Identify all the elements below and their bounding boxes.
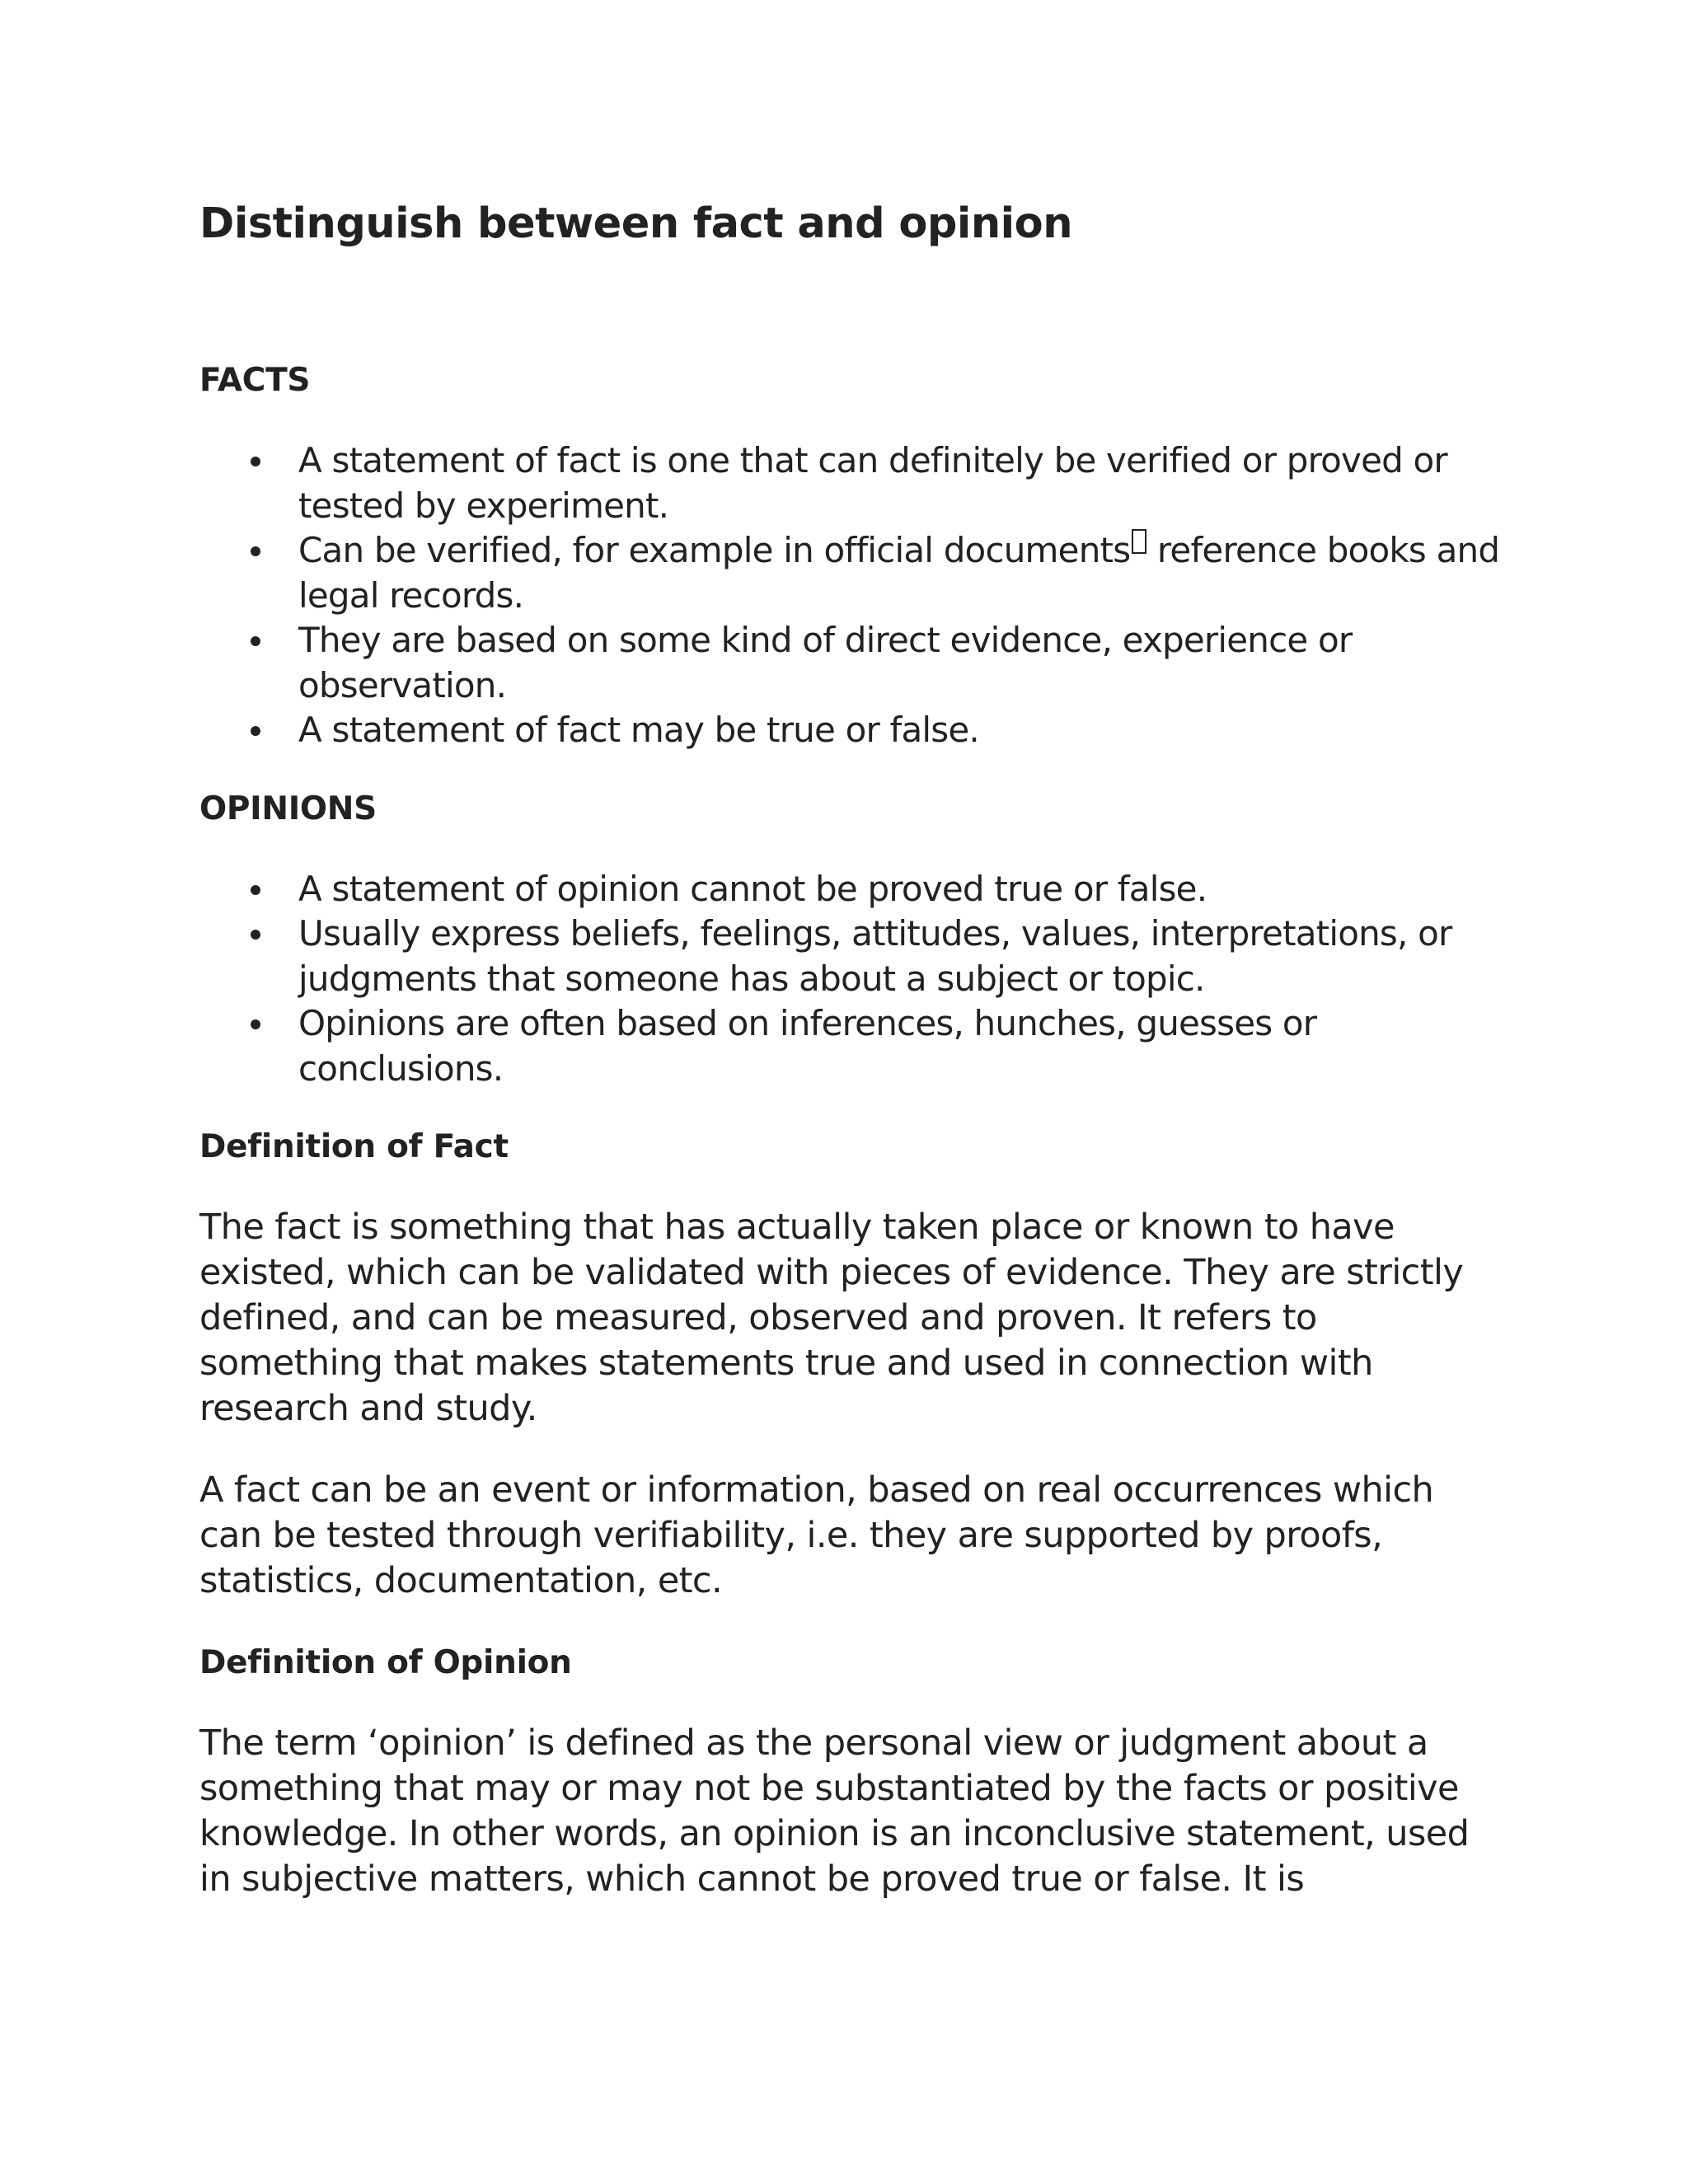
- list-item-text: A statement of opinion cannot be proved true or false.: [298, 868, 1207, 909]
- bullet-icon: [251, 546, 260, 556]
- paragraph: The term ‘opinion’ is defined as the personal view or judgment about a something that may or may not be substantiated by the facts or positive knowledge. In other words, an opinion is an inconclusive statement, used in subjective matters, which cannot be proved true or false. It is: [199, 1722, 1470, 1900]
- missing-glyph-icon: [1132, 529, 1146, 554]
- list-item: [199, 618, 1502, 708]
- list-item-text: They are based on some kind of direct evidence, experience or observation.: [298, 620, 1353, 705]
- list-item: [199, 912, 1502, 1001]
- bullet-icon: [251, 1019, 260, 1029]
- facts-list: [199, 438, 1502, 753]
- definition-fact-heading: Definition of Fact: [199, 1128, 509, 1165]
- document-page: [199, 190, 1502, 1902]
- paragraph: A fact can be an event or information, based on real occurrences which can be tested through verifiability, i.e. they are supported by proofs, statistics, documentation, etc.: [199, 1469, 1434, 1601]
- opinions-heading: OPINIONS: [199, 790, 377, 827]
- definition-opinion-heading: Definition of Opinion: [199, 1644, 572, 1681]
- list-item-text: Opinions are often based on inferences, hunches, guesses or conclusions.: [298, 1003, 1317, 1089]
- page-title: Distinguish between fact and opinion: [199, 199, 1073, 248]
- list-item-text: Usually express beliefs, feelings, attitudes, values, interpretations, or judgments that someone has about a subject or topic.: [298, 913, 1452, 999]
- list-item: [199, 1001, 1502, 1091]
- bullet-icon: [251, 885, 260, 895]
- paragraph: The fact is something that has actually taken place or known to have existed, which can be validated with pieces of evidence. They are strictly defined, and can be measured, observed and proven. It refers to something that makes statements true and used in connection with research and study.: [199, 1207, 1464, 1429]
- list-item-text: A statement of fact may be true or false.: [298, 710, 979, 750]
- list-item-text: Can be verified, for example in official documents: [298, 530, 1131, 570]
- list-item-text: A statement of fact is one that can definitely be verified or proved or tested by experiment.: [298, 440, 1447, 526]
- list-item: [199, 438, 1502, 528]
- list-item: [199, 867, 1502, 912]
- list-item: [199, 528, 1502, 618]
- facts-heading: FACTS: [199, 362, 311, 399]
- opinions-list: [199, 867, 1502, 1092]
- bullet-icon: [251, 930, 260, 940]
- bullet-icon: [251, 636, 260, 646]
- bullet-icon: [251, 457, 260, 466]
- bullet-icon: [251, 726, 260, 736]
- list-item-text: reference books and legal records.: [298, 530, 1500, 616]
- list-item: [199, 708, 1502, 753]
